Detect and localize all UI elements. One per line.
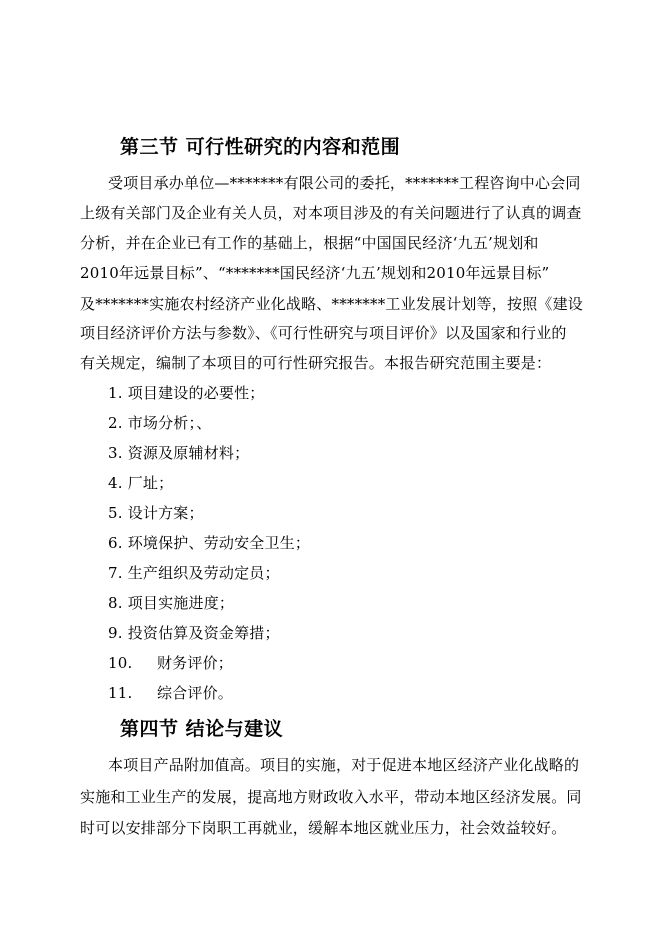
list-item-number: 3.	[108, 444, 123, 462]
section-3-paragraph-line: 上级有关部门及企业有关人员，对本项目涉及的有关问题进行了认真的调查	[80, 204, 582, 222]
list-item	[108, 652, 233, 673]
list-item-number: 2.	[108, 414, 123, 432]
list-item	[108, 562, 280, 583]
list-item-text: 综合评价。	[156, 684, 233, 702]
list-item	[108, 592, 234, 613]
list-item-text: 项目实施进度；	[127, 594, 235, 612]
list-item-number: 8.	[108, 594, 123, 612]
section-3-paragraph-line: 及*******实施农村经济产业化战略、*******工业发展计划等，按照《建设	[80, 295, 584, 313]
list-item-text: 投资估算及资金筹措；	[127, 624, 280, 642]
list-item-text: 项目建设的必要性；	[127, 384, 265, 402]
section-4-heading: 第四节 结论与建议	[120, 718, 284, 740]
section-4-paragraph-line: 本项目产品附加值高。项目的实施，对于促进本地区经济产业化战略的	[108, 756, 580, 774]
list-item-number: 9.	[108, 624, 123, 642]
list-item-number: 4.	[108, 474, 123, 492]
list-item-number: 1.	[108, 384, 123, 402]
section-4-paragraph-line: 时可以安排部分下岗职工再就业，缓解本地区就业压力，社会效益较好。	[80, 819, 567, 837]
list-item	[108, 412, 211, 433]
section-3-heading: 第三节 可行性研究的内容和范围	[120, 136, 401, 158]
list-item	[108, 622, 280, 643]
list-item	[108, 472, 173, 493]
list-item-text: 市场分析；、	[127, 414, 212, 432]
list-item-text: 生产组织及劳动定员；	[127, 564, 280, 582]
section-3-paragraph-line: 项目经济评价方法与参数》、《可行性研究与项目评价》以及国家和行业的	[80, 324, 567, 342]
list-item	[108, 382, 265, 403]
list-item-text: 财务评价；	[156, 654, 233, 672]
list-item-text: 环境保护、劳动安全卫生；	[127, 534, 311, 552]
list-item-number: 7.	[108, 564, 123, 582]
section-3-paragraph-line: 分析，并在企业已有工作的基础上，根据“中国国民经济‘九五’规划和	[80, 234, 539, 252]
list-item-number: 5.	[108, 504, 123, 522]
list-item	[108, 502, 204, 523]
section-3-paragraph-line: 受项目承办单位—*******有限公司的委托，*******工程咨询中心会同	[108, 174, 581, 192]
list-item-number: 11.	[108, 684, 133, 702]
list-item-text: 设计方案；	[127, 504, 204, 522]
section-3-paragraph-line: 2010年远景目标”、“*******国民经济‘九五’规划和2010年远景目标”	[80, 264, 550, 282]
list-item	[108, 442, 249, 463]
list-item-text: 资源及原辅材料；	[127, 444, 250, 462]
section-3-paragraph-line: 有关规定，编制了本项目的可行性研究报告。本报告研究范围主要是：	[80, 354, 552, 372]
list-item-number: 10.	[108, 654, 133, 672]
list-item-text: 厂址；	[127, 474, 174, 492]
section-4-paragraph-line: 实施和工业生产的发展，提高地方财政收入水平，带动本地区经济发展。同	[80, 788, 582, 806]
list-item	[108, 532, 310, 553]
list-item	[108, 682, 233, 703]
list-item-number: 6.	[108, 534, 123, 552]
